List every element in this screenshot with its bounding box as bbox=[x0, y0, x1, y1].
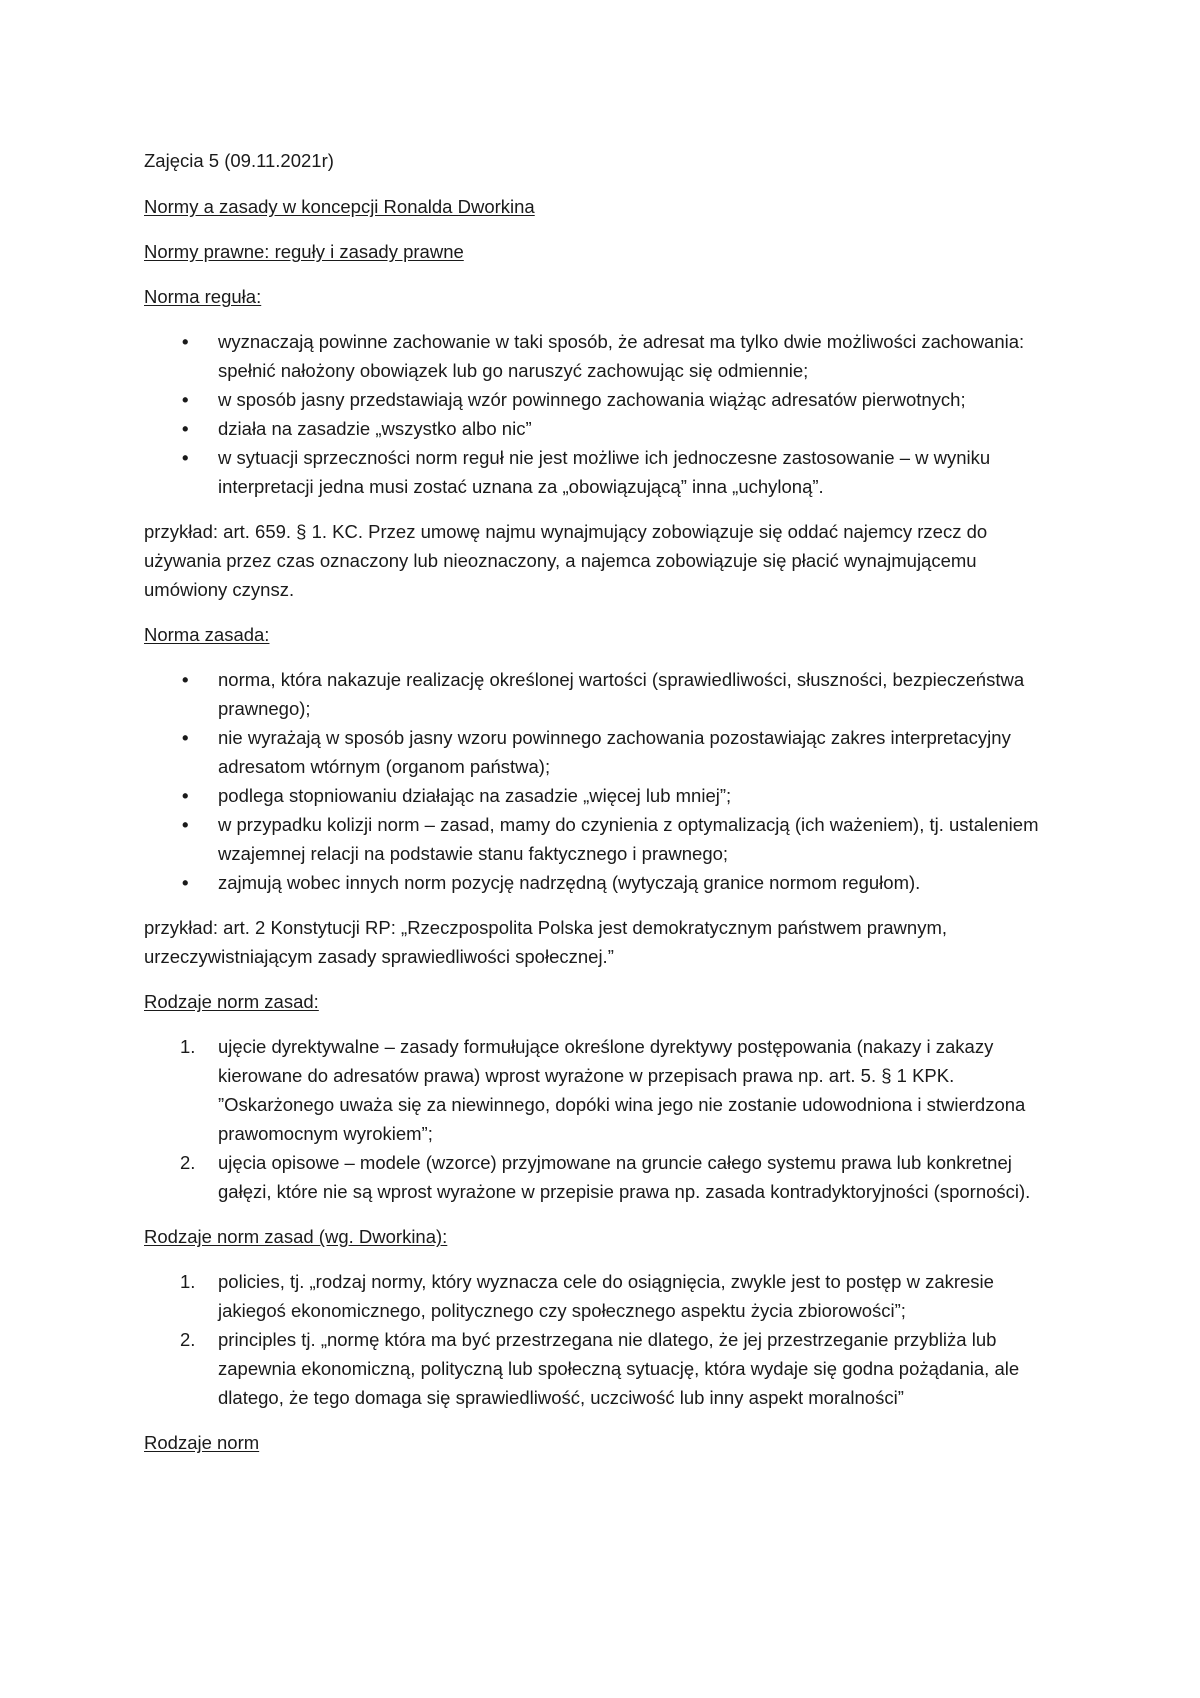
section-heading-rule-norm: Norma reguła: bbox=[144, 286, 262, 307]
rule-norm-example: przykład: art. 659. § 1. KC. Przez umowę najmu wynajmujący zobowiązuje się oddać najemcy rzecz do używania przez czas oznaczony lub nieoznaczony, a najemca zobowiązuje się płacić wynajmującemu umówiony czynsz. bbox=[144, 521, 988, 600]
list-number: 1. bbox=[180, 1271, 196, 1292]
list-item-text: ujęcia opisowe – modele (wzorce) przyjmowane na gruncie całego systemu prawa lub konkretnej gałęzi, które nie są wprost wyrażone w przepisie prawa np. zasada kontradyktoryjności (sporności). bbox=[218, 1152, 1031, 1202]
list-number: 2. bbox=[180, 1329, 196, 1350]
section-heading-principle-norm: Norma zasada: bbox=[144, 624, 270, 645]
list-item: • nie wyrażają w sposób jasny wzoru powinnego zachowania pozostawiając zakres interpretacyjny adresatom wtórnym (organom państwa); bbox=[144, 723, 1064, 781]
class-heading: Zajęcia 5 (09.11.2021r) bbox=[144, 150, 334, 171]
list-item-text: principles tj. „normę która ma być przestrzegana nie dlatego, że jej przestrzeganie przybliża lub zapewnia ekonomiczną, polityczną lub społeczną sytuację, która wydaje się godna pożądania, ale dlatego, że tego domaga się sprawiedliwość, uczciwość lub inny aspekt moralności” bbox=[218, 1329, 1020, 1408]
list-item-text: policies, tj. „rodzaj normy, który wyznacza cele do osiągnięcia, zwykle jest to postęp w zakresie jakiegoś ekonomicznego, politycznego czy społecznego aspektu życia zbiorowości”; bbox=[218, 1271, 994, 1321]
list-item-text: ujęcie dyrektywalne – zasady formułujące określone dyrektywy postępowania (nakazy i zakazy kierowane do adresatów prawa) wprost wyrażone w przepisach prawa np. art. 5. § 1 KPK. ”Oskarżonego uważa się za niewinnego, dopóki wina jego nie zostanie udowodniona i stwierdzona prawomocnym wyrokiem”; bbox=[218, 1036, 1026, 1144]
list-item: • norma, która nakazuje realizację określonej wartości (sprawiedliwości, słuszności, bezpieczeństwa prawnego); bbox=[144, 665, 1064, 723]
section-heading-principle-types: Rodzaje norm zasad: bbox=[144, 991, 319, 1012]
list-number: 1. bbox=[180, 1036, 196, 1057]
dworkin-types-list bbox=[144, 1267, 1064, 1412]
list-item: • wyznaczają powinne zachowanie w taki sposób, że adresat ma tylko dwie możliwości zachowania: spełnić nałożony obowiązek lub go naruszyć zachowując się odmiennie; bbox=[144, 327, 1064, 385]
principle-types-list bbox=[144, 1032, 1064, 1206]
numbered-list-item bbox=[144, 1032, 1064, 1148]
list-item: • w sytuacji sprzeczności norm reguł nie jest możliwe ich jednoczesne zastosowanie – w wyniku interpretacji jedna musi zostać uznana za „obowiązującą” inna „uchyloną”. bbox=[144, 443, 1064, 501]
list-item: • w przypadku kolizji norm – zasad, mamy do czynienia z optymalizacją (ich ważeniem), tj. ustaleniem wzajemnej relacji na podstawie stanu faktycznego i prawnego; bbox=[144, 810, 1064, 868]
numbered-list-item bbox=[144, 1148, 1064, 1206]
principle-norm-list bbox=[144, 665, 1064, 897]
section-heading-norms: Normy prawne: reguły i zasady prawne bbox=[144, 241, 464, 262]
document-body bbox=[144, 146, 1064, 1473]
section-heading-norm-types: Rodzaje norm bbox=[144, 1432, 260, 1453]
topic-title: Normy a zasady w koncepcji Ronalda Dworkina bbox=[144, 196, 535, 217]
section-heading-dworkin-types: Rodzaje norm zasad (wg. Dworkina): bbox=[144, 1226, 448, 1247]
numbered-list-item bbox=[144, 1267, 1064, 1325]
numbered-list-item bbox=[144, 1325, 1064, 1412]
principle-norm-example: przykład: art. 2 Konstytucji RP: „Rzeczpospolita Polska jest demokratycznym państwem prawnym, urzeczywistniającym zasady sprawiedliwości społecznej.” bbox=[144, 917, 947, 967]
rule-norm-list bbox=[144, 327, 1064, 501]
list-item: • podlega stopniowaniu działając na zasadzie „więcej lub mniej”; bbox=[144, 781, 1064, 810]
list-item: • działa na zasadzie „wszystko albo nic” bbox=[144, 414, 1064, 443]
list-item: • w sposób jasny przedstawiają wzór powinnego zachowania wiążąc adresatów pierwotnych; bbox=[144, 385, 1064, 414]
list-number: 2. bbox=[180, 1152, 196, 1173]
list-item: • zajmują wobec innych norm pozycję nadrzędną (wytyczają granice normom regułom). bbox=[144, 868, 1064, 897]
